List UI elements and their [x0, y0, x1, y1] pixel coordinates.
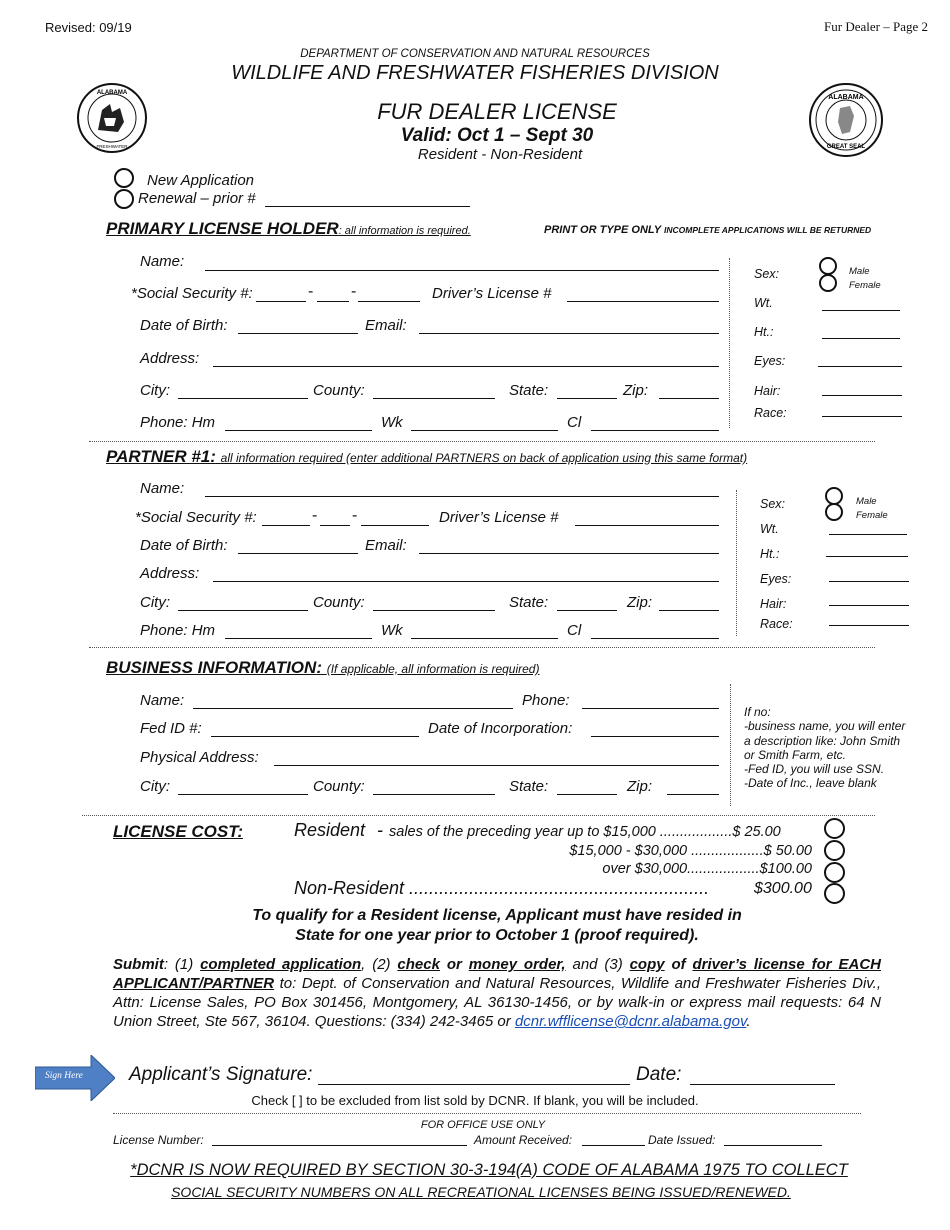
incorporation-date-label: Date of Incorporation:	[428, 720, 573, 737]
ssn-field-2[interactable]	[317, 287, 349, 302]
partner-sex-label: Sex:	[760, 497, 786, 511]
business-state-field[interactable]	[557, 780, 617, 795]
partner-zip-field[interactable]	[659, 596, 719, 611]
partner-female-radio[interactable]	[825, 503, 843, 521]
partner-eyes-label: Eyes:	[760, 572, 792, 586]
print-type-note: PRINT OR TYPE ONLY INCOMPLETE APPLICATIONS WILL BE RETURNED	[544, 224, 872, 236]
phone-cell-field[interactable]	[591, 416, 719, 431]
county-label: County:	[313, 382, 365, 399]
partner-dob-field[interactable]	[238, 539, 358, 554]
renewal-label: Renewal – prior #	[138, 190, 256, 207]
partner-ssn-label: *Social Security #:	[135, 509, 257, 526]
sign-here-text: Sign Here	[45, 1071, 83, 1081]
ssn-requirement-line-2: SOCIAL SECURITY NUMBERS ON ALL RECREATIONAL LICENSES BEING ISSUED/RENEWED.	[171, 1184, 791, 1200]
license-cost-title: LICENSE COST:	[113, 822, 244, 841]
county-field[interactable]	[373, 384, 495, 399]
partner-email-label: Email:	[365, 537, 407, 554]
phone-cell-label: Cl	[567, 414, 582, 431]
partner-state-field[interactable]	[557, 596, 617, 611]
partner-phone-home-label: Phone: Hm	[140, 622, 216, 639]
eyes-label: Eyes:	[754, 354, 786, 368]
race-label: Race:	[754, 406, 787, 420]
residency-label: Resident - Non-Resident	[417, 146, 583, 163]
partner-ssn-field-3[interactable]	[361, 511, 429, 526]
city-label: City:	[140, 382, 170, 399]
non-resident-label: Non-Resident ............................................................	[294, 878, 710, 898]
svg-text:ALABAMA: ALABAMA	[96, 90, 128, 96]
city-field[interactable]	[178, 384, 308, 399]
business-county-label: County:	[313, 778, 365, 795]
partner-hair-field[interactable]	[829, 605, 909, 606]
partner-weight-label: Wt.	[760, 522, 779, 536]
revised-date: Revised: 09/19	[45, 20, 132, 35]
physical-address-label: Physical Address:	[140, 749, 259, 766]
partner-zip-label: Zip:	[627, 594, 653, 611]
qualify-note-2: State for one year prior to October 1 (proof required).	[295, 927, 699, 944]
drivers-license-label: Driver’s License #	[432, 285, 552, 302]
partner-county-label: County:	[313, 594, 365, 611]
signature-date-field[interactable]	[690, 1070, 835, 1085]
ssn-field-1[interactable]	[256, 287, 306, 302]
weight-label: Wt.	[754, 296, 773, 310]
business-zip-label: Zip:	[627, 778, 653, 795]
resident-label: Resident	[294, 820, 366, 840]
resident-dash: -	[377, 820, 383, 840]
partner-phone-work-field[interactable]	[411, 624, 558, 639]
svg-text:GREAT SEAL: GREAT SEAL	[826, 144, 866, 150]
race-field[interactable]	[822, 416, 902, 417]
dob-label: Date of Birth:	[140, 317, 228, 334]
partner-hair-label: Hair:	[760, 597, 787, 611]
partner-section-title: PARTNER #1: all information required (enter additional PARTNERS on back of application using this same format)	[106, 447, 748, 466]
renewal-radio[interactable]	[114, 189, 134, 209]
partner-phone-cell-field[interactable]	[591, 624, 719, 639]
email-label: Email:	[365, 317, 407, 334]
incorporation-date-field[interactable]	[591, 722, 719, 737]
submit-instructions: Submit: (1) completed application, (2) check or money order, and (3) copy of driver’s license for EACH APPLICANT/PARTNER to: Dept. of Conservation and Natural Resources, Wildlife and Freshwater Fisheries Div., Attn: License Sales, PO Box 301456, Montgomery, AL 36130-1456, or by walk-in or express mail requests: 64 N Union Street, Ste 567, 36104. Questions: (334) 242-3465 or dcnr.wfflicense@dcnr.alabama.gov.	[113, 956, 881, 1030]
exclude-checkbox-note[interactable]: Check [ ] to be excluded from list sold by DCNR. If blank, you will be included.	[251, 1093, 699, 1108]
business-state-label: State:	[509, 778, 549, 795]
business-county-field[interactable]	[373, 780, 495, 795]
partner-female-label: Female	[856, 510, 888, 521]
business-section-title: BUSINESS INFORMATION: (If applicable, all information is required)	[106, 658, 540, 677]
license-number-label: License Number:	[113, 1133, 204, 1147]
partner-state-label: State:	[509, 594, 549, 611]
phone-work-field[interactable]	[411, 416, 558, 431]
resident-tier-2-radio[interactable]	[824, 840, 845, 861]
svg-text:ALABAMA: ALABAMA	[828, 94, 864, 101]
partner-weight-field[interactable]	[829, 534, 907, 535]
height-label: Ht.:	[754, 325, 774, 339]
partner-phone-home-field[interactable]	[225, 624, 372, 639]
amount-received-label: Amount Received:	[474, 1133, 573, 1147]
resident-tier-1: sales of the preceding year up to $15,000 ..................$ 25.00	[389, 824, 781, 840]
ssn-requirement-line-1: *DCNR IS NOW REQUIRED BY SECTION 30-3-194(A) CODE OF ALABAMA 1975 TO COLLECT	[130, 1161, 848, 1179]
wildlife-seal-logo	[76, 82, 148, 154]
partner-ssn-field-2[interactable]	[320, 511, 350, 526]
hair-field[interactable]	[822, 395, 902, 396]
new-application-radio[interactable]	[114, 168, 134, 188]
non-resident-price: $300.00	[754, 880, 812, 897]
partner-dob-label: Date of Birth:	[140, 537, 228, 554]
fed-id-field[interactable]	[211, 722, 419, 737]
partner-height-label: Ht.:	[760, 547, 780, 561]
weight-field[interactable]	[822, 310, 900, 311]
male-label: Male	[849, 266, 870, 277]
sex-label: Sex:	[754, 267, 780, 281]
division-name: WILDLIFE AND FRESHWATER FISHERIES DIVISION	[231, 62, 719, 84]
signature-label: Applicant’s Signature:	[129, 1064, 313, 1085]
partner-email-field[interactable]	[419, 539, 719, 554]
partner-city-label: City:	[140, 594, 170, 611]
partner-phone-cell-label: Cl	[567, 622, 582, 639]
partner-city-field[interactable]	[178, 596, 308, 611]
state-field[interactable]	[557, 384, 617, 399]
primary-section-title: PRIMARY LICENSE HOLDER: all information is required.	[106, 219, 471, 238]
date-issued-label: Date Issued:	[648, 1133, 716, 1147]
eyes-field[interactable]	[818, 366, 902, 367]
signature-date-label: Date:	[636, 1064, 682, 1085]
business-phone-field[interactable]	[582, 694, 719, 709]
name-label: Name:	[140, 253, 185, 270]
zip-label: Zip:	[623, 382, 649, 399]
phone-home-field[interactable]	[225, 416, 372, 431]
partner-address-field[interactable]	[213, 567, 719, 582]
business-city-label: City:	[140, 778, 170, 795]
valid-period: Valid: Oct 1 – Sept 30	[400, 125, 594, 146]
business-help-note: If no: -business name, you will enter a description like: John Smith or Smith Farm, etc. -Fed ID, you will use SSN. -Date of Inc., leave blank	[744, 705, 906, 791]
qualify-note-1: To qualify for a Resident license, Applicant must have resided in	[252, 907, 742, 924]
business-zip-field[interactable]	[667, 780, 719, 795]
partner-name-field[interactable]	[205, 482, 719, 497]
partner-drivers-license-field[interactable]	[575, 511, 719, 526]
zip-field[interactable]	[659, 384, 719, 399]
new-application-label: New Application	[147, 172, 254, 189]
phone-work-label: Wk	[381, 414, 403, 431]
hair-label: Hair:	[754, 384, 781, 398]
partner-drivers-license-label: Driver’s License #	[439, 509, 559, 526]
partner-height-field[interactable]	[826, 556, 908, 557]
non-resident-radio[interactable]	[824, 883, 845, 904]
partner-address-label: Address:	[140, 565, 200, 582]
great-seal-logo	[808, 82, 884, 158]
female-radio[interactable]	[819, 274, 837, 292]
business-phone-label: Phone:	[522, 692, 570, 709]
contact-email-link[interactable]: dcnr.wfflicense@dcnr.alabama.gov	[514, 1013, 747, 1030]
male-radio[interactable]	[819, 257, 837, 275]
svg-text:FRESHWATER: FRESHWATER	[96, 144, 128, 149]
business-name-label: Name:	[140, 692, 185, 709]
female-label: Female	[849, 280, 881, 291]
state-label: State:	[509, 382, 549, 399]
resident-tier-3-radio[interactable]	[824, 862, 845, 883]
height-field[interactable]	[822, 338, 900, 339]
business-name-field[interactable]	[193, 694, 513, 709]
partner-phone-work-label: Wk	[381, 622, 403, 639]
office-use-title: FOR OFFICE USE ONLY	[420, 1119, 546, 1131]
partner-race-label: Race:	[760, 617, 793, 631]
address-field[interactable]	[213, 352, 719, 367]
resident-tier-1-radio[interactable]	[824, 818, 845, 839]
department-name: DEPARTMENT OF CONSERVATION AND NATURAL RESOURCES	[300, 48, 650, 60]
ssn-label: *Social Security #:	[131, 285, 253, 302]
partner-male-label: Male	[856, 496, 877, 507]
physical-address-field[interactable]	[274, 751, 719, 766]
name-field[interactable]	[205, 256, 719, 271]
prior-license-field[interactable]	[265, 192, 470, 207]
date-issued-field[interactable]	[724, 1133, 822, 1146]
resident-tier-3: over $30,000..................$100.00	[602, 861, 812, 877]
email-field[interactable]	[419, 319, 719, 334]
fed-id-label: Fed ID #:	[140, 720, 202, 737]
license-number-field[interactable]	[212, 1133, 467, 1146]
partner-ssn-field-1[interactable]	[262, 511, 310, 526]
signature-field[interactable]	[318, 1070, 630, 1085]
business-city-field[interactable]	[178, 780, 308, 795]
partner-county-field[interactable]	[373, 596, 495, 611]
drivers-license-field[interactable]	[567, 287, 719, 302]
dob-field[interactable]	[238, 319, 358, 334]
page-label: Fur Dealer – Page 2	[824, 19, 928, 34]
resident-tier-2: $15,000 - $30,000 ..................$ 50.00	[569, 843, 812, 859]
partner-eyes-field[interactable]	[829, 581, 909, 582]
page-title: FUR DEALER LICENSE	[377, 99, 617, 124]
address-label: Address:	[140, 350, 200, 367]
partner-name-label: Name:	[140, 480, 185, 497]
partner-race-field[interactable]	[829, 625, 909, 626]
amount-received-field[interactable]	[582, 1133, 645, 1146]
phone-home-label: Phone: Hm	[140, 414, 216, 431]
ssn-field-3[interactable]	[358, 287, 420, 302]
